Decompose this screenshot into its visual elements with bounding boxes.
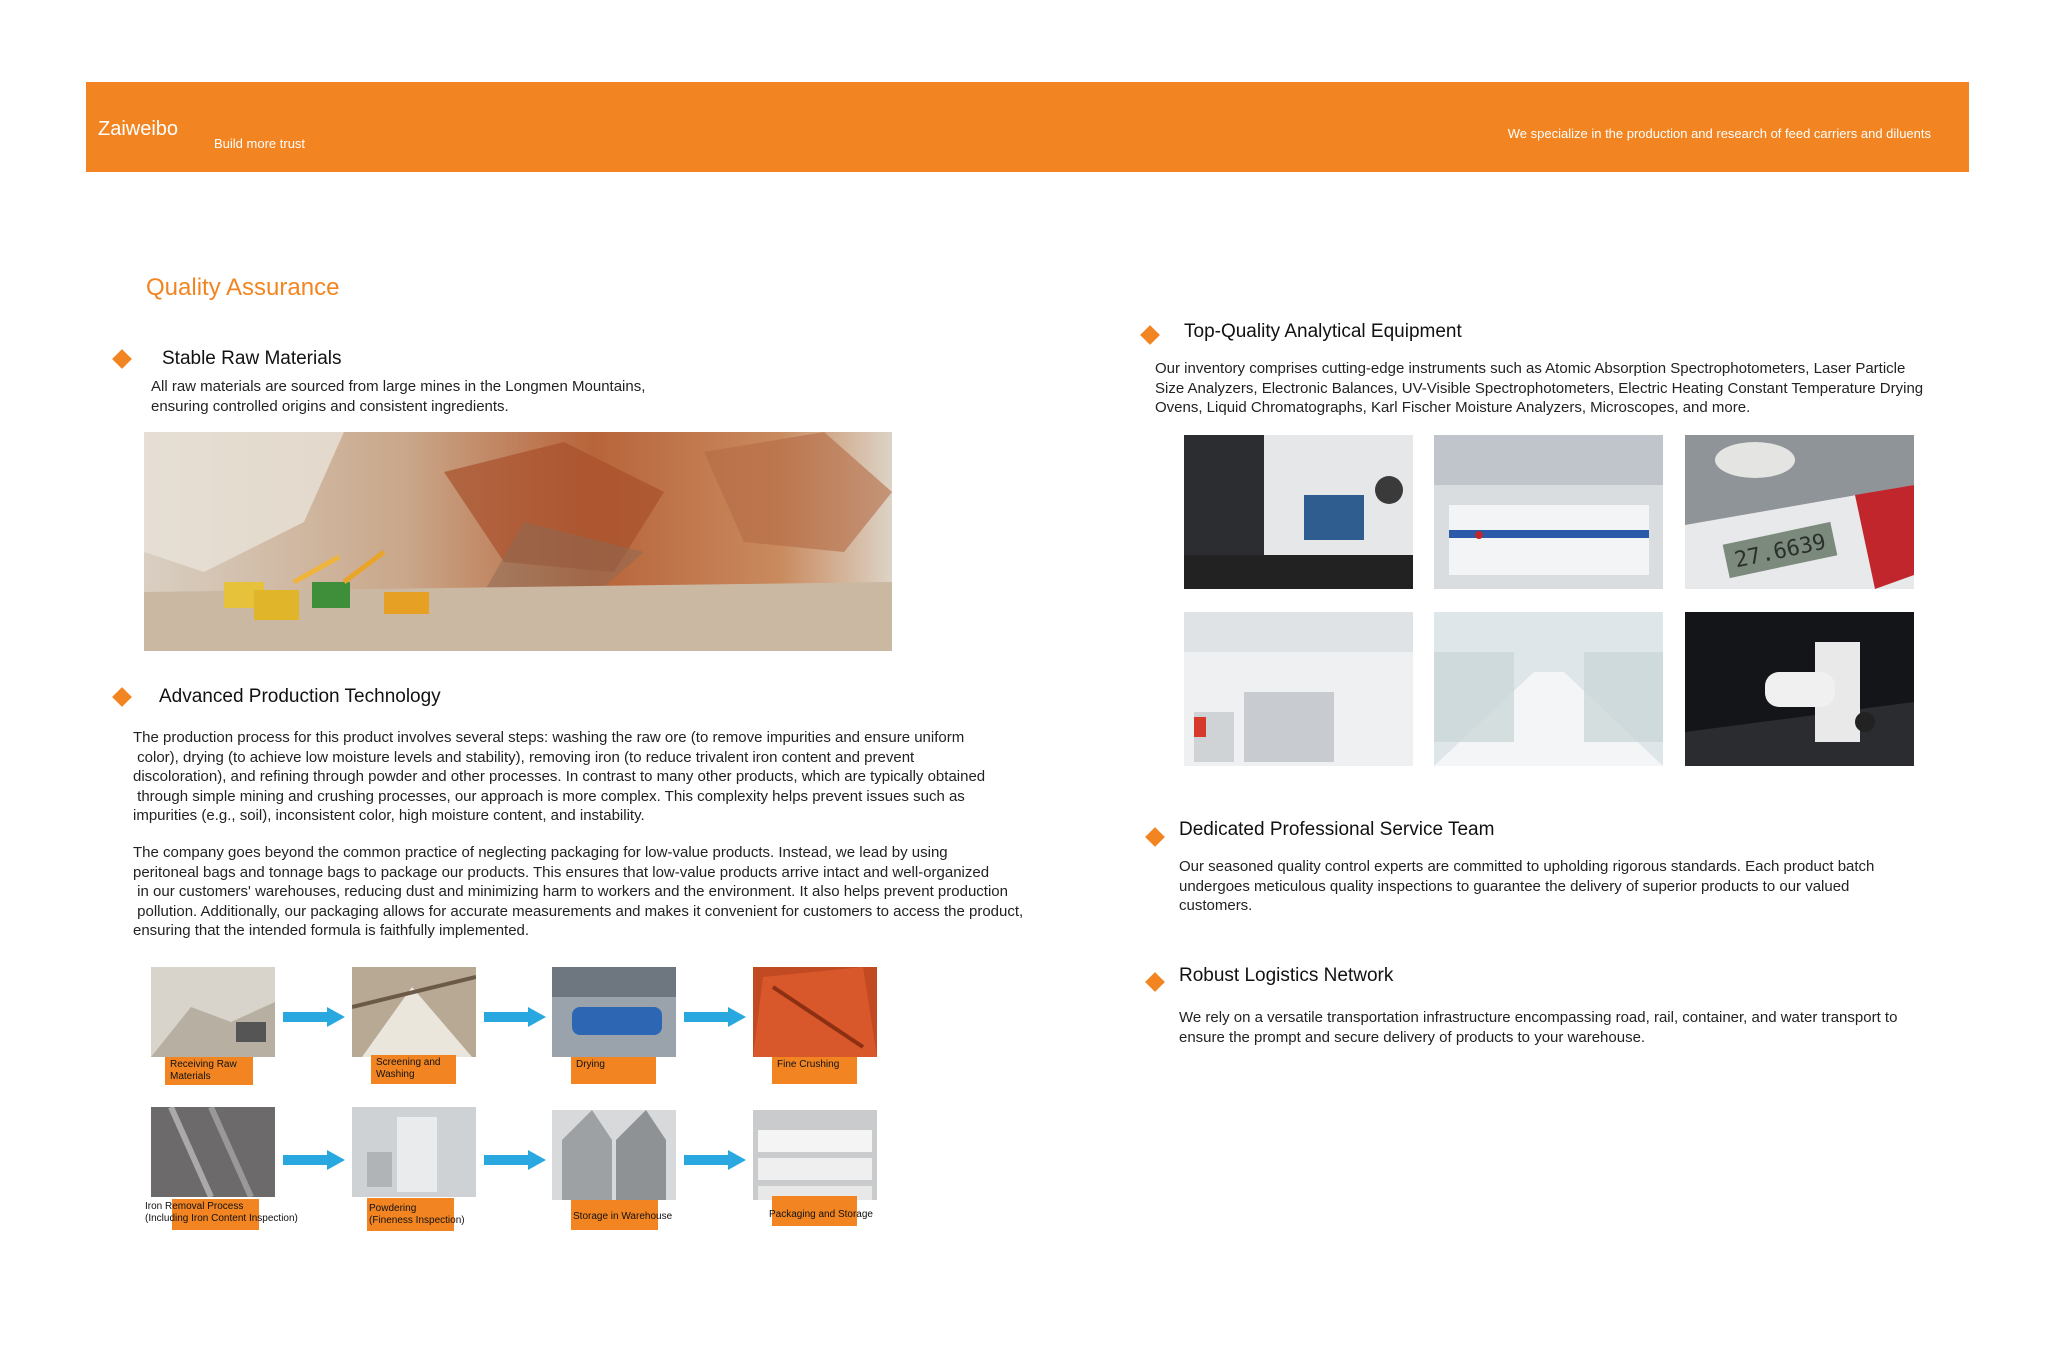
step-label-drying: Drying (571, 1057, 656, 1084)
step-label-receiving: Receiving Raw Materials (165, 1057, 253, 1085)
arrow-right-icon (283, 1150, 345, 1170)
diamond-icon (1145, 827, 1165, 847)
page-title: Quality Assurance (146, 274, 340, 301)
step-label-iron-removal: Iron Removal Process (Including Iron Content Inspection) (145, 1201, 298, 1224)
step-label-packaging: Packaging and Storage (769, 1209, 873, 1220)
brand-tagline: Build more trust (214, 136, 306, 151)
step-label-storage: Storage in Warehouse (573, 1211, 673, 1222)
lab-computer-photo (1184, 435, 1413, 589)
arrow-right-icon (684, 1150, 746, 1170)
lab-corridor-photo (1434, 612, 1663, 766)
service-title: Dedicated Professional Service Team (1179, 819, 1495, 840)
production-text-2: The company goes beyond the common practice of neglecting packaging for low-value products. Instead, we lead by using peritoneal bags and tonnage bags to package our products. This ensures that low-value products arrive intact and well-organized in our customers' warehouses, reducing dust and minimizing harm to workers and the environment. It also helps prevent production pollution. Additionally, our packaging allows for accurate measurements and makes it convenient for customers to access the product, ensuring that the intended formula is faithfully implemented. (133, 844, 1024, 940)
brand-name: Zaiweibo (98, 118, 179, 140)
storage-warehouse-photo (552, 1110, 676, 1200)
lab-room-photo (1184, 612, 1413, 766)
raw-materials-text: All raw materials are sourced from large mines in the Longmen Mountains, ensuring controlled origins and consistent ingredients. (151, 378, 646, 415)
electronic-balance-photo (1685, 435, 1914, 589)
microscope-photo (1685, 612, 1914, 766)
powdering-photo (352, 1107, 476, 1197)
screening-washing-photo (352, 967, 476, 1057)
step-label-fine-crushing: Fine Crushing (772, 1057, 857, 1084)
equipment-text: Our inventory comprises cutting-edge instruments such as Atomic Absorption Spectrophotometers, Laser Particle Size Analyzers, Electronic Balances, UV-Visible Spectrophotometers, Electric Heating Constant Temperature Drying Ovens, Liquid Chromatographs, Karl Fischer Moisture Analyzers, Microscopes, and more. (1155, 360, 1924, 417)
step-label-powdering: Powdering (Fineness Inspection) (369, 1203, 465, 1226)
arrow-right-icon (684, 1007, 746, 1027)
receiving-raw-materials-photo (151, 967, 275, 1057)
drying-photo (552, 967, 676, 1057)
iron-removal-photo (151, 1107, 275, 1197)
packaging-photo (753, 1110, 877, 1200)
arrow-right-icon (484, 1007, 546, 1027)
company-specialty: We specialize in the production and research of feed carriers and diluents (1507, 126, 1931, 141)
step-label-screening: Screening and Washing (371, 1055, 456, 1084)
production-title: Advanced Production Technology (159, 686, 441, 707)
balance-display: 27.6639 (1732, 529, 1829, 574)
arrow-right-icon (484, 1150, 546, 1170)
diamond-icon (1145, 972, 1165, 992)
diamond-icon (1140, 325, 1160, 345)
equipment-title: Top-Quality Analytical Equipment (1184, 321, 1462, 342)
production-text-1: The production process for this product involves several steps: washing the raw ore (to remove impurities and ensure uniform color), drying (to achieve low moisture levels and stability), removing iron (to reduce trivalent iron content and prevent discoloration), and refining through powder and other processes. In contrast to many other products, which are typically obtained through simple mining and crushing processes, our approach is more complex. This complexity helps prevent issues such as impurities (e.g., soil), inconsistent color, high moisture content, and instability. (133, 729, 986, 825)
quarry-photo (144, 432, 892, 651)
fine-crushing-photo (753, 967, 877, 1057)
arrow-right-icon (283, 1007, 345, 1027)
logistics-text: We rely on a versatile transportation infrastructure encompassing road, rail, container, and water transport to ensure the prompt and secure delivery of products to your warehouse. (1179, 1009, 1898, 1046)
header-banner (86, 82, 1969, 172)
diamond-icon (112, 687, 132, 707)
spectrometer-photo (1434, 435, 1663, 589)
diamond-icon (112, 349, 132, 369)
logistics-title: Robust Logistics Network (1179, 965, 1394, 986)
service-text: Our seasoned quality control experts are committed to upholding rigorous standards. Each product batch undergoes meticulous quality inspections to guarantee the delivery of superior products to our valued customers. (1179, 858, 1875, 915)
raw-materials-title: Stable Raw Materials (162, 348, 342, 369)
